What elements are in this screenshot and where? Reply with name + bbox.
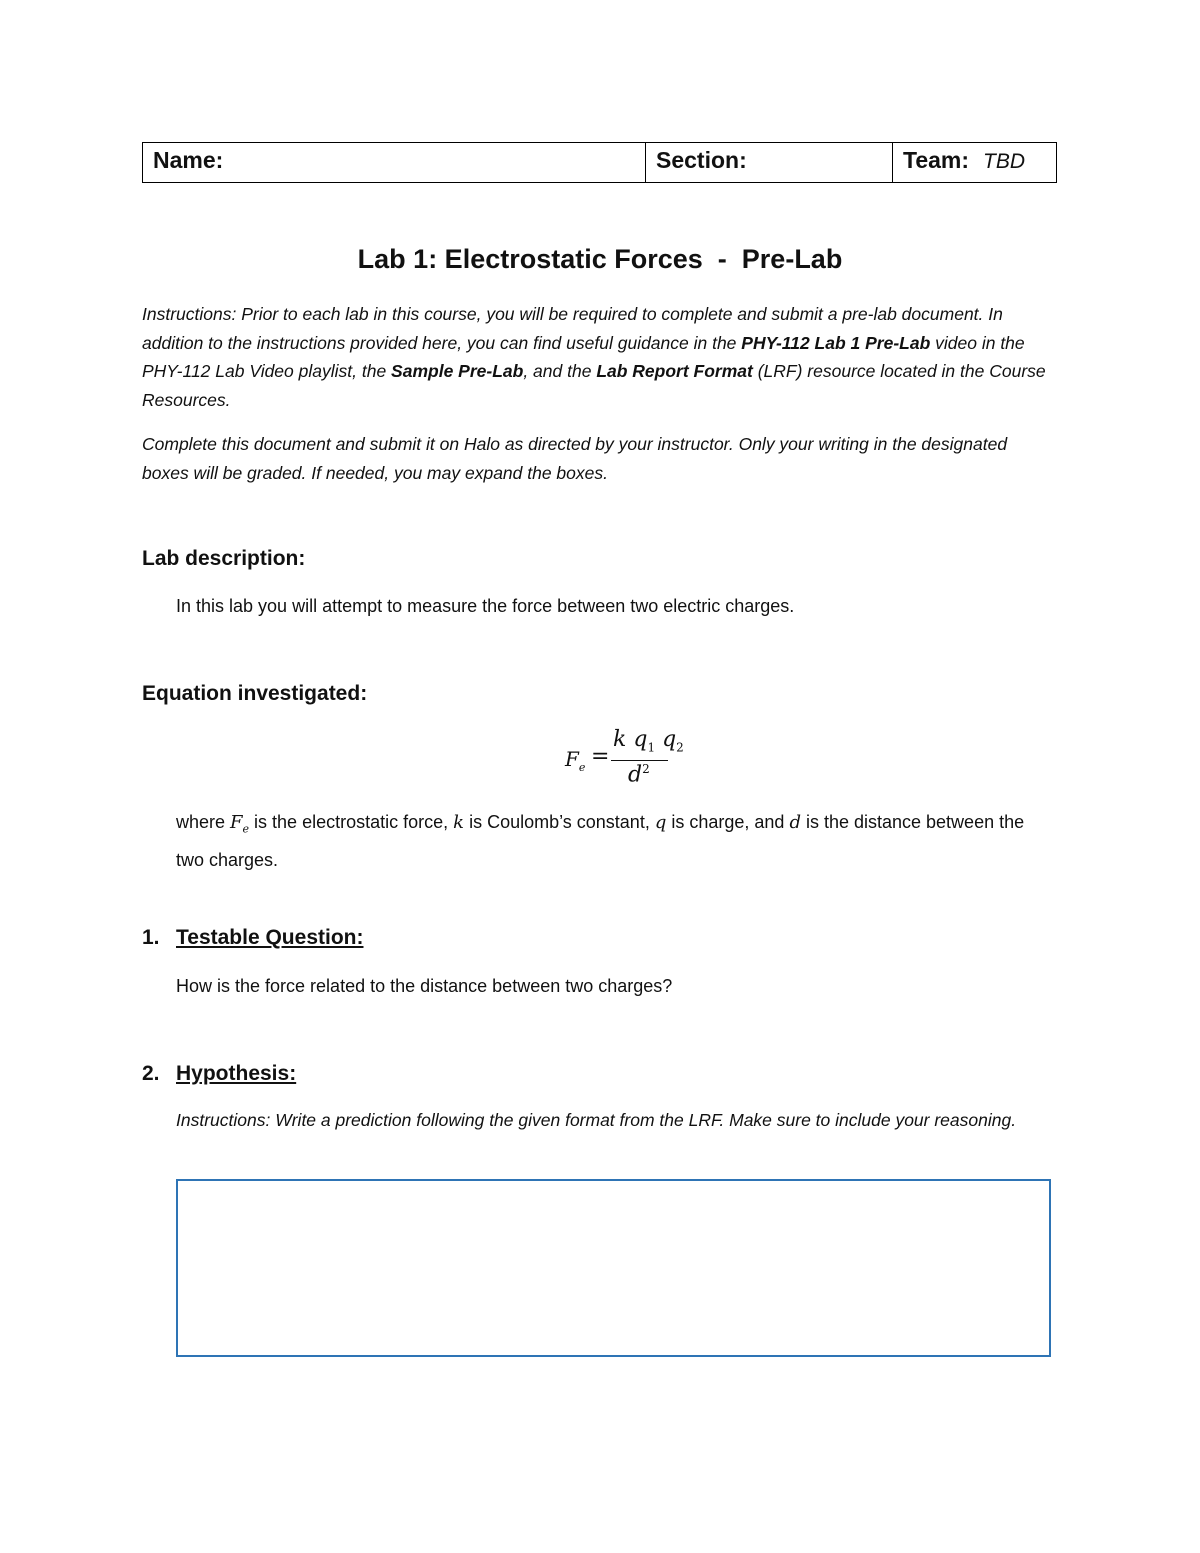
instructions-text-3: , and the — [523, 361, 597, 381]
lab-description-text: In this lab you will attempt to measure the force between two electric charges. — [176, 596, 795, 616]
header-table — [142, 142, 1057, 183]
var-k: k — [453, 812, 465, 833]
coulomb-equation — [565, 727, 685, 797]
equation-numerator: k $q_1$ $q_2$ — [613, 727, 684, 755]
equation-lhs: $F_e$ — [565, 747, 586, 774]
equation-explanation: where $F_e$ is the electrostatic force, k is Coulomb’s constant, q is charge, and d is the distance between the two charges. — [176, 812, 1025, 870]
hypothesis-heading: 2. Hypothesis: — [142, 1062, 297, 1085]
var-fe: $F_e$ — [230, 812, 250, 836]
name-label: Name: — [153, 147, 224, 173]
equation-heading: Equation investigated: — [142, 682, 368, 705]
testable-question-text: How is the force related to the distance between two charges? — [176, 976, 673, 996]
var-d: d — [789, 812, 801, 833]
page-title: Lab 1: Electrostatic Forces - Pre-Lab — [357, 244, 843, 274]
name-cell[interactable] — [143, 143, 645, 182]
instructions-paragraph — [142, 300, 1057, 414]
section-cell[interactable] — [645, 143, 892, 182]
hypothesis-instructions: Instructions: Write a prediction following the given format from the LRF. Make sure to include your reasoning. — [176, 1110, 1017, 1130]
lab-description-heading: Lab description: — [142, 547, 306, 570]
lab-video-reference: PHY-112 Lab 1 Pre-Lab — [741, 332, 931, 353]
team-label: Team: — [903, 147, 970, 173]
team-value: TBD — [983, 150, 1026, 173]
instructions-text-4: (LRF) resource located in the Course Resources. — [142, 361, 1046, 410]
equation-denominator: $d^2$ — [628, 762, 650, 788]
var-q: q — [654, 812, 667, 833]
submission-instructions: Complete this document and submit it on Halo as directed by your instructor. Only your writing in the designated boxes will be graded. If needed, you may expand the boxes. — [142, 434, 1008, 483]
instructions-text-1: Instructions: Prior to each lab in this course, you will be required to complete and submit a pre-lab document. In addition to the instructions provided here, you can find useful guidance in the — [142, 304, 1003, 353]
section-label: Section: — [656, 147, 747, 173]
lab-report-format-reference: Lab Report Format — [596, 361, 753, 381]
team-cell[interactable] — [892, 143, 1056, 182]
testable-question-heading: 1. Testable Question: — [142, 926, 364, 949]
sample-prelab-reference: Sample Pre-Lab — [391, 361, 524, 381]
fraction-bar — [611, 760, 668, 761]
hypothesis-answer-box[interactable] — [176, 1179, 1051, 1357]
equation-equals: = — [591, 744, 610, 769]
instructions-text-2: video in the PHY-112 Lab Video playlist, the — [142, 332, 1025, 381]
